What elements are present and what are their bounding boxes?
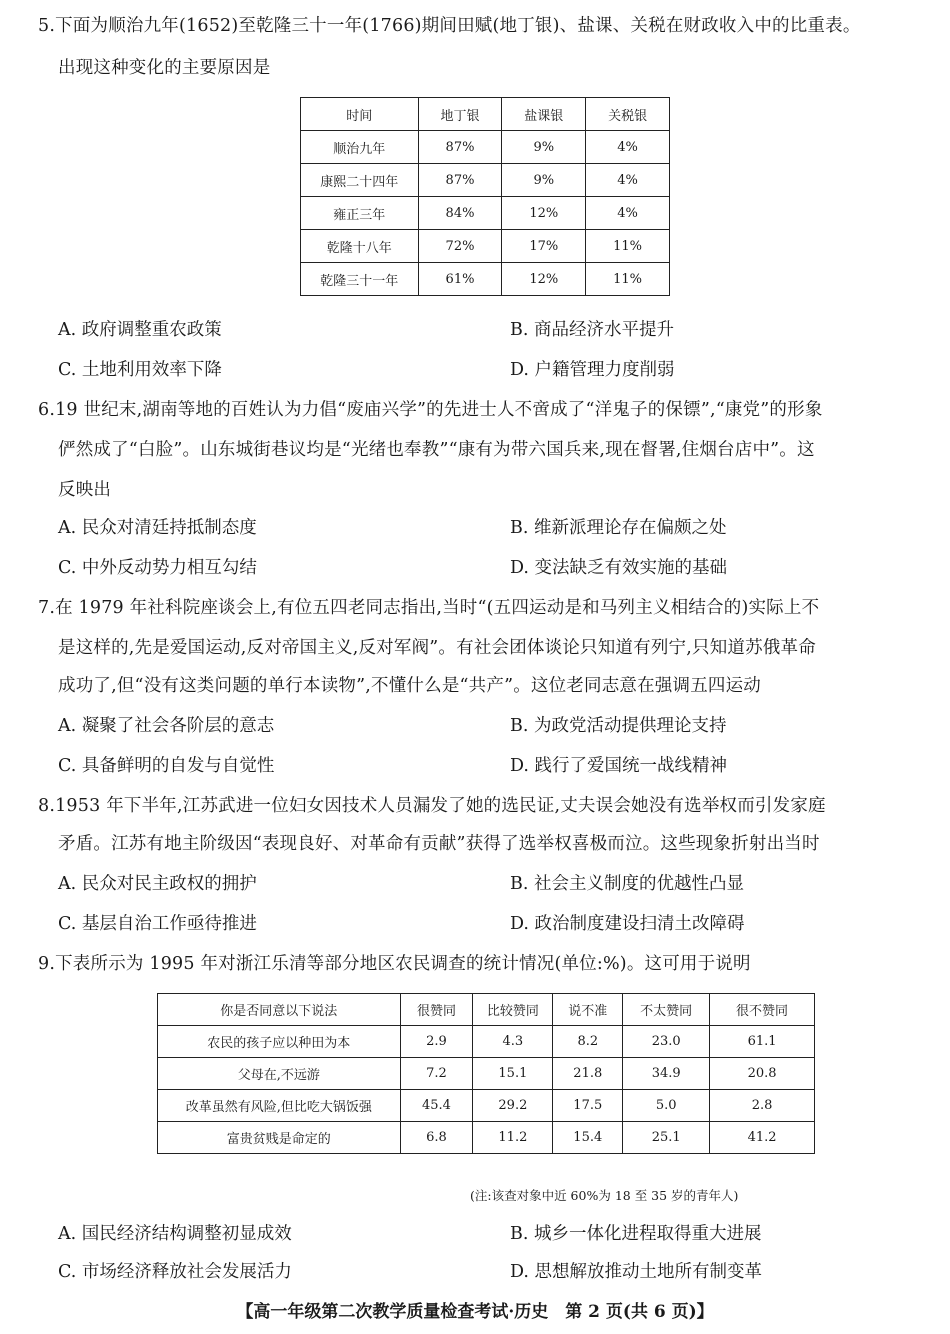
table-row bbox=[301, 164, 670, 197]
table-cell: 34.9 bbox=[623, 1058, 710, 1090]
q9-option-a[interactable]: A. 国民经济结构调整初显成效 bbox=[58, 1224, 292, 1244]
q6-stem-line-1: 6.19 世纪末,湖南等地的百姓认为力倡“废庙兴学”的先进士人不啻成了“洋鬼子的保镖”,“康党”的形象 bbox=[38, 400, 823, 420]
table-cell: 4.3 bbox=[473, 1026, 553, 1058]
q5-table bbox=[300, 97, 670, 296]
table-cell: 72% bbox=[418, 230, 502, 263]
table-row bbox=[158, 1026, 815, 1058]
q8-option-b[interactable]: B. 社会主义制度的优越性凸显 bbox=[510, 874, 744, 894]
q9-header-cell: 很赞同 bbox=[400, 994, 473, 1026]
q9-header-cell: 说不准 bbox=[553, 994, 623, 1026]
table-cell: 17% bbox=[502, 230, 586, 263]
q7-option-c[interactable]: C. 具备鲜明的自发与自觉性 bbox=[58, 756, 275, 776]
table-row bbox=[158, 1122, 815, 1154]
q7-option-a[interactable]: A. 凝聚了社会各阶层的意志 bbox=[58, 716, 275, 736]
table-cell: 6.8 bbox=[400, 1122, 473, 1154]
q6-option-b[interactable]: B. 维新派理论存在偏颇之处 bbox=[510, 518, 727, 538]
table-cell: 顺治九年 bbox=[301, 131, 419, 164]
table-cell: 改革虽然有风险,但比吃大锅饭强 bbox=[158, 1090, 401, 1122]
q5-header-cell: 关税银 bbox=[586, 98, 670, 131]
table-cell: 农民的孩子应以种田为本 bbox=[158, 1026, 401, 1058]
table-cell: 8.2 bbox=[553, 1026, 623, 1058]
table-row bbox=[301, 131, 670, 164]
q9-table bbox=[157, 993, 815, 1154]
q5-option-c[interactable]: C. 土地利用效率下降 bbox=[58, 360, 222, 380]
table-cell: 乾隆十八年 bbox=[301, 230, 419, 263]
q5-stem-line-1: 5.下面为顺治九年(1652)至乾隆三十一年(1766)期间田赋(地丁银)、盐课、关税在财政收入中的比重表。 bbox=[38, 16, 861, 36]
q8-option-d[interactable]: D. 政治制度建设扫清土改障碍 bbox=[510, 914, 745, 934]
table-cell: 父母在,不远游 bbox=[158, 1058, 401, 1090]
table-cell: 4% bbox=[586, 197, 670, 230]
table-cell: 41.2 bbox=[710, 1122, 815, 1154]
table-cell: 17.5 bbox=[553, 1090, 623, 1122]
q9-header-cell: 不太赞同 bbox=[623, 994, 710, 1026]
q7-option-b[interactable]: B. 为政党活动提供理论支持 bbox=[510, 716, 727, 736]
table-cell: 61.1 bbox=[710, 1026, 815, 1058]
q9-header-cell: 比较赞同 bbox=[473, 994, 553, 1026]
q6-stem-line-3: 反映出 bbox=[58, 480, 112, 500]
table-cell: 12% bbox=[502, 263, 586, 296]
table-cell: 21.8 bbox=[553, 1058, 623, 1090]
table-cell: 4% bbox=[586, 164, 670, 197]
q9-header-cell: 你是否同意以下说法 bbox=[158, 994, 401, 1026]
table-cell: 45.4 bbox=[400, 1090, 473, 1122]
q6-option-a[interactable]: A. 民众对清廷持抵制态度 bbox=[58, 518, 257, 538]
table-row bbox=[301, 263, 670, 296]
table-cell: 15.4 bbox=[553, 1122, 623, 1154]
page-footer: 【高一年级第二次教学质量检查考试·历史 第 2 页(共 6 页)】 bbox=[236, 1302, 714, 1322]
q5-header-cell: 地丁银 bbox=[418, 98, 502, 131]
table-cell: 23.0 bbox=[623, 1026, 710, 1058]
q5-table-header-row bbox=[301, 98, 670, 131]
table-cell: 雍正三年 bbox=[301, 197, 419, 230]
table-cell: 11% bbox=[586, 230, 670, 263]
table-cell: 11.2 bbox=[473, 1122, 553, 1154]
q5-stem-line-2: 出现这种变化的主要原因是 bbox=[58, 58, 271, 78]
table-cell: 11% bbox=[586, 263, 670, 296]
q8-stem-line-1: 8.1953 年下半年,江苏武进一位妇女因技术人员漏发了她的选民证,丈夫误会她没有选举权而引发家庭 bbox=[38, 796, 826, 816]
table-cell: 7.2 bbox=[400, 1058, 473, 1090]
q5-option-d[interactable]: D. 户籍管理力度削弱 bbox=[510, 360, 675, 380]
table-cell: 富贵贫贱是命定的 bbox=[158, 1122, 401, 1154]
table-row bbox=[301, 197, 670, 230]
table-cell: 5.0 bbox=[623, 1090, 710, 1122]
table-cell: 4% bbox=[586, 131, 670, 164]
table-row bbox=[158, 1090, 815, 1122]
q8-stem-line-2: 矛盾。江苏有地主阶级因“表现良好、对革命有贡献”获得了选举权喜极而泣。这些现象折射出当时 bbox=[58, 834, 820, 854]
q8-option-a[interactable]: A. 民众对民主政权的拥护 bbox=[58, 874, 257, 894]
table-row bbox=[158, 1058, 815, 1090]
table-cell: 87% bbox=[418, 164, 502, 197]
q7-stem-line-3: 成功了,但“没有这类问题的单行本读物”,不懂什么是“共产”。这位老同志意在强调五四运动 bbox=[58, 676, 762, 696]
table-cell: 9% bbox=[502, 131, 586, 164]
q6-option-c[interactable]: C. 中外反动势力相互勾结 bbox=[58, 558, 257, 578]
q9-table-note: (注:该查对象中近 60%为 18 至 35 岁的青年人) bbox=[470, 1188, 739, 1203]
table-cell: 康熙二十四年 bbox=[301, 164, 419, 197]
table-cell: 2.8 bbox=[710, 1090, 815, 1122]
q6-option-d[interactable]: D. 变法缺乏有效实施的基础 bbox=[510, 558, 728, 578]
q9-stem-line-1: 9.下表所示为 1995 年对浙江乐清等部分地区农民调查的统计情况(单位:%)。这可用于说明 bbox=[38, 954, 751, 974]
q9-header-cell: 很不赞同 bbox=[710, 994, 815, 1026]
table-cell: 20.8 bbox=[710, 1058, 815, 1090]
q7-stem-line-1: 7.在 1979 年社科院座谈会上,有位五四老同志指出,当时“(五四运动是和马列主义相结合的)实际上不 bbox=[38, 598, 820, 618]
q6-stem-line-2: 俨然成了“白脸”。山东城街巷议均是“光绪也奉教”“康有为带六国兵来,现在督署,住烟台店中”。这 bbox=[58, 440, 815, 460]
q8-option-c[interactable]: C. 基层自治工作亟待推进 bbox=[58, 914, 257, 934]
table-cell: 乾隆三十一年 bbox=[301, 263, 419, 296]
q9-option-c[interactable]: C. 市场经济释放社会发展活力 bbox=[58, 1262, 292, 1282]
table-cell: 15.1 bbox=[473, 1058, 553, 1090]
q5-header-cell: 时间 bbox=[301, 98, 419, 131]
q7-option-d[interactable]: D. 践行了爱国统一战线精神 bbox=[510, 756, 728, 776]
table-cell: 12% bbox=[502, 197, 586, 230]
table-cell: 61% bbox=[418, 263, 502, 296]
table-cell: 87% bbox=[418, 131, 502, 164]
table-cell: 84% bbox=[418, 197, 502, 230]
table-row bbox=[301, 230, 670, 263]
table-cell: 29.2 bbox=[473, 1090, 553, 1122]
q9-table-header-row bbox=[158, 994, 815, 1026]
q5-option-b[interactable]: B. 商品经济水平提升 bbox=[510, 320, 674, 340]
table-cell: 2.9 bbox=[400, 1026, 473, 1058]
q7-stem-line-2: 是这样的,先是爱国运动,反对帝国主义,反对军阀”。有社会团体谈论只知道有列宁,只知道苏俄革命 bbox=[58, 638, 816, 658]
table-cell: 25.1 bbox=[623, 1122, 710, 1154]
q5-option-a[interactable]: A. 政府调整重农政策 bbox=[58, 320, 222, 340]
q9-option-d[interactable]: D. 思想解放推动土地所有制变革 bbox=[510, 1262, 763, 1282]
table-cell: 9% bbox=[502, 164, 586, 197]
q5-header-cell: 盐课银 bbox=[502, 98, 586, 131]
q9-option-b[interactable]: B. 城乡一体化进程取得重大进展 bbox=[510, 1224, 762, 1244]
